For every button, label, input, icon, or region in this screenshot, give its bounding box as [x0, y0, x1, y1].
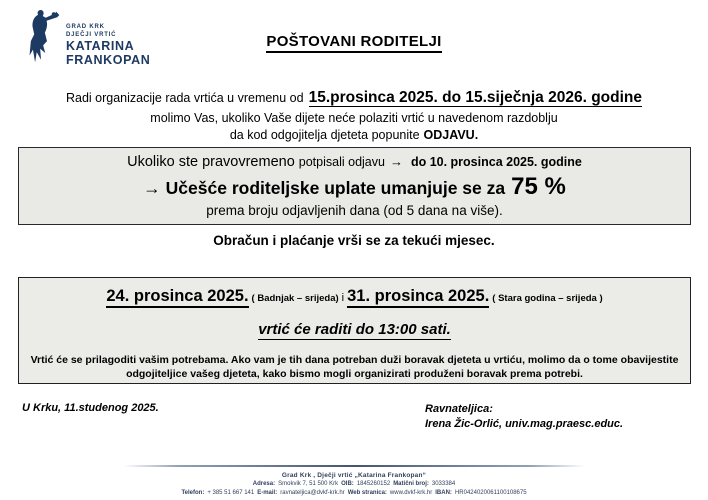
date-2: 31. prosinca 2025.: [347, 287, 489, 308]
web-value: www.dvkf-krk.hr: [389, 489, 433, 496]
discount-basis-line: prema broju odjavljenih dana (od 5 dana na više).: [206, 203, 503, 218]
discount-condition-line: [23, 152, 686, 172]
place-and-date: U Krku, 11.studenog 2025.: [22, 402, 159, 414]
signature-name: Irena Žic-Orlić, univ.mag.praesc.educ.: [425, 418, 624, 430]
logo-name-line1: KATARINA: [66, 39, 135, 53]
intro-line-3: [0, 128, 708, 142]
condition-part2: potpisali odjavu: [298, 155, 385, 169]
deadline-date: do 10. prosinca 2025. godine: [410, 155, 582, 169]
footer: [0, 465, 708, 497]
odjava-emphasis: ODJAVU.: [423, 128, 479, 142]
arrow-right-icon: →: [389, 154, 403, 169]
maticni-broj-label: Matični broj:: [393, 481, 429, 487]
intro-line-1-text: Radi organizacije rada vrtića u vremenu od: [65, 91, 304, 105]
footer-org-name: Grad Krk , Dječji vrtić „Katarina Frankopan“: [281, 472, 427, 479]
address-label: Adresa:: [252, 481, 276, 487]
condition-part1: Ukoliko ste pravovremeno: [127, 154, 295, 170]
signature-role: Ravnateljica:: [425, 403, 493, 415]
phone-value: + 385 51 667 141: [207, 489, 255, 496]
billing-note: Obračun i plaćanje vrši se za tekući mjesec.: [213, 233, 495, 248]
page-title: POŠTOVANI RODITELJI: [266, 33, 441, 53]
signature-block: [425, 402, 623, 432]
iban-value: HR0424020061100108675: [454, 489, 527, 496]
discount-amount-line: [23, 173, 686, 202]
oib-value: 1845260152: [356, 481, 391, 487]
web-label: Web stranica:: [347, 489, 387, 496]
logo-org: DJEČJI VRTIĆ: [66, 32, 117, 38]
logo-name-line2: FRANKOPAN: [66, 52, 151, 67]
dates-conjunction: i: [341, 292, 345, 304]
intro-line-2: molimo Vas, ukoliko Vaše dijete neće polaziti vrtić u navedenom razdoblju: [150, 111, 558, 125]
working-hours-line: [19, 321, 690, 340]
discount-percent: 75 %: [511, 173, 566, 200]
arrow-right-icon: →: [143, 178, 161, 198]
intro-line-1: [0, 89, 708, 107]
maticni-broj-value: 3033384: [431, 481, 456, 487]
oib-label: OIB:: [341, 481, 354, 487]
email-label: E-mail:: [257, 489, 278, 496]
title-row: [0, 33, 708, 53]
intro-line-3-text: da kod odgojitelja djeteta popunite: [229, 128, 420, 142]
email-value: ravnateljica@dvkf-krk.hr: [280, 489, 345, 496]
footer-contact-line-1: [0, 480, 708, 489]
phone-label: Telefon:: [181, 489, 205, 496]
iban-label: IBAN:: [435, 489, 452, 496]
working-hours: vrtić će raditi do 13:00 sati.: [258, 321, 451, 338]
discount-box: [18, 147, 691, 225]
address-value: Smokvik 7, 51 500 Krk: [278, 481, 339, 487]
footer-contact-line-2: [0, 489, 708, 498]
dates-line: [19, 287, 690, 306]
footer-divider: [123, 465, 585, 467]
closure-period: 15.prosinca 2025. do 15.siječnja 2026. godine: [308, 89, 643, 106]
adaptation-note: Vrtić će se prilagoditi vašim potrebama. Ako vam je tih dana potreban duži boravak djeteta u vrtiću, molimo da o tome obavijestite odgojiteljice vašeg djeteta, kako bismo mogli organizirati produženi boravak prema potrebi.: [30, 354, 679, 380]
special-dates-box: [18, 277, 691, 384]
intro-paragraph: [0, 89, 708, 142]
date-1: 24. prosinca 2025.: [106, 287, 248, 308]
date-1-note: ( Badnjak – srijeda): [251, 293, 339, 304]
discount-text: Učešće roditeljske uplate umanjuje se za: [165, 178, 506, 198]
date-2-note: ( Stara godina – srijeda ): [492, 293, 603, 304]
logo-city: GRAD KRK: [66, 24, 105, 30]
